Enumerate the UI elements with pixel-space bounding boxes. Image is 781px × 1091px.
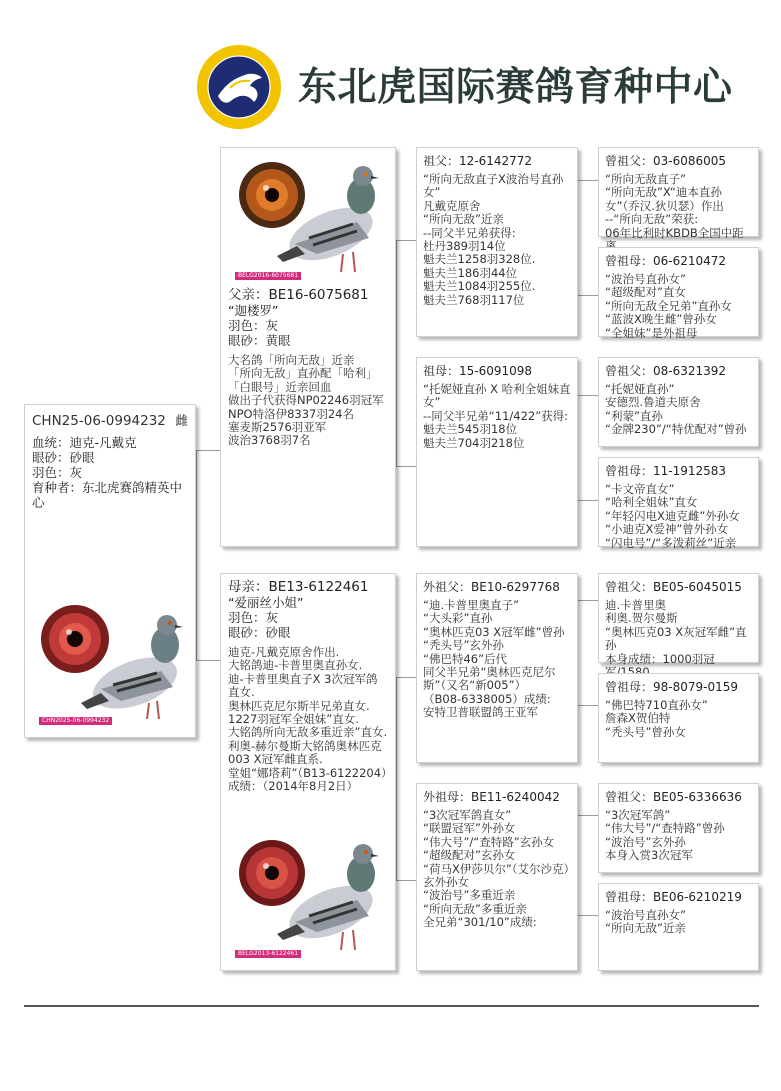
great-grandparent-text: “波治号直孙女” “超级配对”直女 “所向无敌全兄弟”直孙女 “蓝波X晚生雌”曾孙女 “全姐妹”是外祖母 bbox=[605, 272, 732, 340]
subject-breeder: 育种者：东北虎赛鸽精英中心 bbox=[32, 480, 183, 510]
subject-card bbox=[24, 404, 196, 738]
grandparent-card-4 bbox=[416, 783, 578, 971]
dam-color: 羽色：灰 bbox=[228, 610, 279, 625]
great-grandparent-text: “波治号直孙女” “所向无敌”近亲 bbox=[605, 908, 686, 936]
logo-emblem-icon bbox=[196, 44, 282, 130]
grandparent-text: “3次冠军鸽直女” “联盟冠军”外孙女 “伟大号”/“查特路”玄孙女 “超级配对”玄孙女 “荷马X伊莎贝尔”（艾尔沙克）玄外孙女 “波治号”多重近亲 “所向无敌”多重近亲 全兄弟“301/10”成绩: bbox=[423, 808, 570, 930]
great-grandparent-head: 曾祖母：98-8079-0159 bbox=[605, 680, 739, 694]
grandparent-head: 外祖母：BE11-6240042 bbox=[423, 790, 560, 804]
great-grandparent-head: 曾祖父：BE05-6045015 bbox=[605, 580, 742, 594]
dam-pigeon-photo bbox=[259, 832, 387, 960]
grandparent-head: 外祖父：BE10-6297768 bbox=[423, 580, 560, 594]
dam-card bbox=[220, 573, 396, 971]
grandparent-head: 祖父：12-6142772 bbox=[423, 154, 533, 168]
great-grandparent-text: “卡文帝直女” “哈利全姐妹”直女 “年轻闪电X迪克雌”外孙女 “小迪克X爱神”曾外孙女 “闪电号”/“多泼莉丝”近亲 bbox=[605, 482, 740, 550]
great-grandparent-head: 曾祖母：BE06-6210219 bbox=[605, 890, 742, 904]
grandparent-card-3 bbox=[416, 573, 578, 763]
sire-pigeon-photo bbox=[259, 154, 387, 282]
header-title: 东北虎国际赛鸽育种中心 bbox=[298, 65, 733, 110]
sire-card bbox=[220, 147, 396, 547]
great-grandparent-card-7 bbox=[598, 783, 759, 873]
great-grandparent-card-8 bbox=[598, 883, 759, 971]
great-grandparent-text: “所向无敌直子” “所向无敌”X“迪本直孙女”（乔汉.狄贝瑟）作出 --“所向无敌”荣获: 06年比利时KBDB全国中距 bbox=[605, 172, 744, 240]
great-grandparent-text: 迪.卡普里奥 利奥.贺尔曼斯 “奥林匹克03 X灰冠军雌”直孙 本身成绩：1000羽冠 bbox=[605, 598, 747, 666]
sire-notes: 大名鸽「所向无敌」近亲 「所向无敌」直孙配「哈利」 「白眼号」近亲回血 做出子代获得NP02246羽冠军 NPO特洛伊8337羽24名 塞麦斯2576羽亚军 波治3768羽7名 bbox=[228, 353, 384, 448]
great-grandparent-text: “佛巴特710直孙女” 詹森X贺伯特 “秃头号”曾孙女 bbox=[605, 698, 708, 739]
subject-ring: CHN25-06-0994232 bbox=[32, 413, 166, 429]
sire-color: 羽色：灰 bbox=[228, 318, 279, 333]
pigeon-photo bbox=[61, 601, 191, 731]
great-grandparent-head: 曾祖父：BE05-6336636 bbox=[605, 790, 742, 804]
great-grandparent-card-1 bbox=[598, 147, 759, 240]
sire-name: “迦楼罗” bbox=[228, 303, 279, 318]
subject-sex: 雌 bbox=[175, 413, 188, 428]
great-grandparent-head: 曾祖父：03-6086005 bbox=[605, 154, 727, 168]
dam-photo-tag: BELG2013-6122461 bbox=[235, 950, 301, 958]
photo-tag: CHN2025-06-0994232 bbox=[39, 717, 112, 725]
grandparent-head: 祖母：15-6091098 bbox=[423, 364, 533, 378]
grandparent-card-2 bbox=[416, 357, 578, 547]
dam-ring: 母亲：BE13-6122461 bbox=[228, 579, 369, 595]
great-grandparent-card-5 bbox=[598, 573, 759, 666]
great-grandparent-head: 曾祖母：06-6210472 bbox=[605, 254, 727, 268]
sire-eye: 眼砂：黄眼 bbox=[228, 333, 291, 348]
great-grandparent-card-3 bbox=[598, 357, 759, 447]
great-grandparent-text: “3次冠军鸽” “伟大号”/“查特路”曾孙 “波治号”玄外孙 本身入赏3次冠军 bbox=[605, 808, 725, 863]
footer-divider bbox=[24, 1005, 759, 1007]
grandparent-text: “托妮娅直孙 X 哈利全姐妹直女” --同父半兄弟“11/422”获得: 魁夫兰545羽18位 魁夫兰704羽218位 bbox=[423, 382, 571, 450]
great-grandparent-card-6 bbox=[598, 673, 759, 763]
grandparent-text: “所向无敌直子X波治号直孙女” 凡戴克原舍 “所向无敌”近亲 --同父半兄弟获得: 杜丹389羽14位 魁夫兰1258羽328位. 魁夫兰186羽44位 魁夫兰1084羽255位. 魁夫兰768羽117位 bbox=[423, 172, 564, 307]
great-grandparent-text: “托妮娅直孙” 安德烈.鲁道夫原舍 “利蒙”直孙 “金牌230”/“特优配对”曾孙 bbox=[605, 382, 747, 437]
dam-notes: 迪克-凡戴克原舍作出. 大铭鸽迪-卡普里奥直孙女. 迪-卡普里奥直子X 3次冠军鸽直女. 奥林匹克尼尔斯半兄弟直女. 1227羽冠军全姐妹”直女. 大铭鸽所向无敌多重近亲”直女. 利奥-赫尔曼斯大铭鸽奥林匹克003 X冠军雌直系. 堂姐“娜塔莉”（B13-6122204）成绩：（2014年8月2日） bbox=[228, 645, 388, 794]
great-grandparent-head: 曾祖父：08-6321392 bbox=[605, 364, 727, 378]
dam-eye: 眼砂：砂眼 bbox=[228, 625, 291, 640]
great-grandparent-card-4 bbox=[598, 457, 759, 550]
subject-bloodline: 血统：迪克-凡戴克 bbox=[32, 435, 137, 450]
great-grandparent-card-2 bbox=[598, 247, 759, 340]
sire-photo-tag: BELG2016-6075681 bbox=[235, 272, 301, 280]
sire-ring: 父亲：BE16-6075681 bbox=[228, 287, 369, 303]
grandparent-text: “迪.卡普里奥直子” “大头彩”直孙 “奥林匹克03 X冠军雌”曾孙 “秃头号”玄外孙 “佛巴特46”后代 同父半兄弟“奥林匹克尼尔斯”（又名“新005”） （B08-6338005）成绩: 安特卫普联盟鸽王亚军 bbox=[423, 598, 565, 720]
dam-name: “爱丽丝小姐” bbox=[228, 595, 304, 610]
subject-color: 羽色：灰 bbox=[32, 465, 83, 480]
great-grandparent-head: 曾祖母：11-1912583 bbox=[605, 464, 727, 478]
subject-eye: 眼砂：砂眼 bbox=[32, 450, 95, 465]
grandparent-card-1 bbox=[416, 147, 578, 337]
